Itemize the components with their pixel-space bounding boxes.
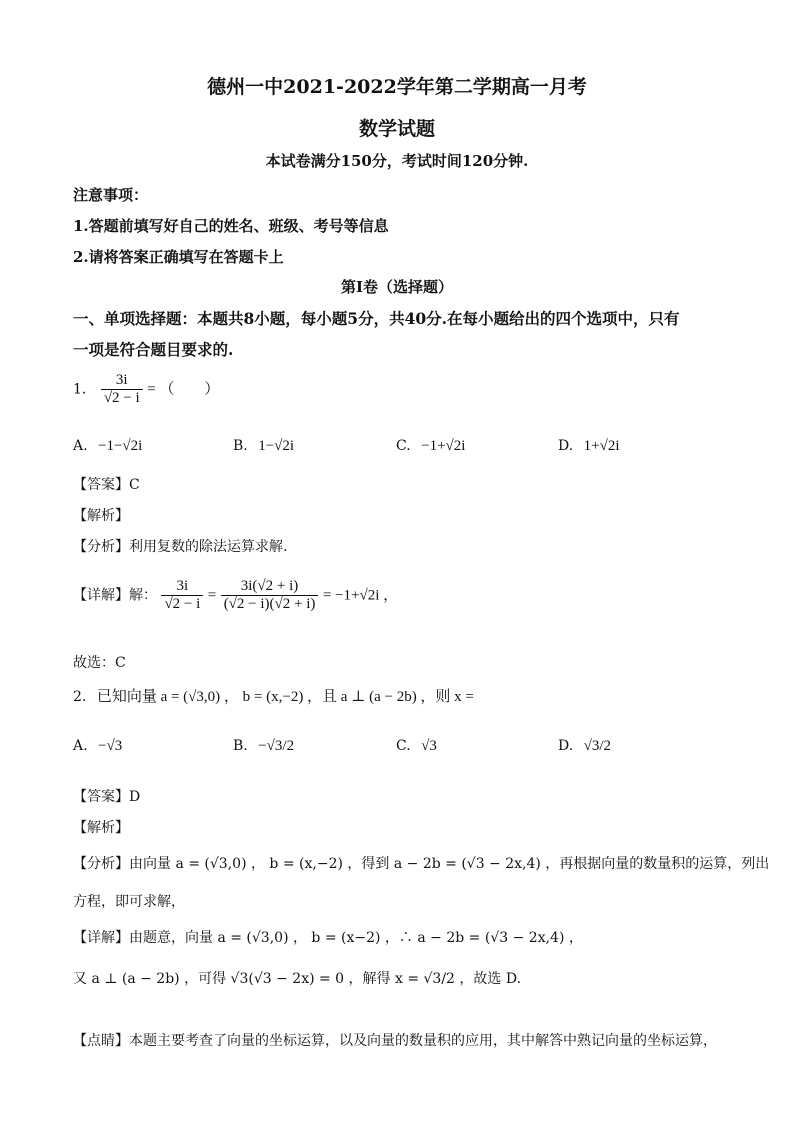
question-2-stem: 已知向量 a = (√3,0) ， b = (x,−2) ，且 a ⊥ (a − 2b) ，则 x = <box>96 689 474 705</box>
q2-analysis-tag: 【解析】 <box>73 820 129 836</box>
exam-info: 本试卷满分150分，考试时间120分钟. <box>265 152 529 170</box>
q1-analysis-tag: 【解析】 <box>73 508 129 524</box>
q1-conclusion: 故选：C <box>73 655 126 671</box>
q2-fenxi-line2: 方程，即可求解， <box>73 894 185 910</box>
q1-option-a: A. −1−√2i <box>73 438 143 454</box>
q2-dianjing: 【点睛】本题主要考查了向量的坐标运算，以及向量的数量积的应用，其中解答中熟记向量的坐标运算， <box>73 1033 717 1049</box>
q2-option-d: D. √3/2 <box>558 738 612 754</box>
detail-fraction-1: $\frac{3i}{√2 - i}$ <box>161 578 203 613</box>
question-1-fraction <box>101 372 143 407</box>
q2-option-a: A. −√3 <box>73 738 123 754</box>
q1-answer: 【答案】C <box>73 477 140 493</box>
q2-answer: 【答案】D <box>73 789 141 805</box>
question-1-equals: = （ ） <box>147 381 220 398</box>
fraction-denominator: √2 − i <box>101 389 143 407</box>
exam-title: 德州一中2021-2022学年第二学期高一月考 <box>207 76 587 98</box>
fraction-numerator: 3i <box>115 372 128 388</box>
notes-heading: 注意事项： <box>73 186 149 204</box>
q2-option-b: B. −√3/2 <box>233 738 295 754</box>
question-number: 2. <box>73 689 87 705</box>
q1-option-c: C. −1+√2i <box>396 438 466 454</box>
q1-option-d: D. 1+√2i <box>558 438 620 454</box>
section-instructions-line2: 一项是符合题目要求的. <box>73 340 234 359</box>
question-number: 1. <box>73 381 87 398</box>
q2-fenxi-line1: 【分析】由向量 a = (√3,0) ， b = (x,−2) ，得到 a − 2b = (√3 − 2x,4) ，再根据向量的数量积的运算，列出 <box>73 856 770 872</box>
exam-subtitle: 数学试题 <box>358 118 435 140</box>
q1-fenxi: 【分析】利用复数的除法运算求解. <box>73 539 288 555</box>
question-2 <box>73 685 474 706</box>
question-1 <box>73 372 219 407</box>
q1-detail: 【详解】解： $\frac{3i}{√2 - i}$ = $\frac{3i(√2 + i)}{(√2 - i)(√2 + i)}$ = −1+√2i ， <box>73 578 399 612</box>
section-instructions-line1: 一、单项选择题：本题共8小题，每小题5分，共40分.在每小题给出的四个选项中，只有 <box>73 309 680 328</box>
note-item: 2.请将答案正确填写在答题卡上 <box>73 248 284 266</box>
q2-detail-line2: 又 a ⊥ (a − 2b) ，可得 √3(√3 − 2x) = 0 ，解得 x = √3/2 ，故选 D. <box>73 971 522 987</box>
note-item: 1.答题前填写好自己的姓名、班级、考号等信息 <box>73 217 389 235</box>
q2-detail-line1: 【详解】由题意，向量 a = (√3,0) ， b = (x−2) ，∴ a − 2b = (√3 − 2x,4) ， <box>73 930 583 946</box>
detail-fraction-2: $\frac{3i(√2 + i)}{(√2 - i)(√2 + i)}$ <box>221 578 319 613</box>
volume-heading: 第I卷（选择题） <box>340 278 454 296</box>
q2-option-c: C. √3 <box>396 738 437 754</box>
q1-option-b: B. 1−√2i <box>233 438 295 454</box>
